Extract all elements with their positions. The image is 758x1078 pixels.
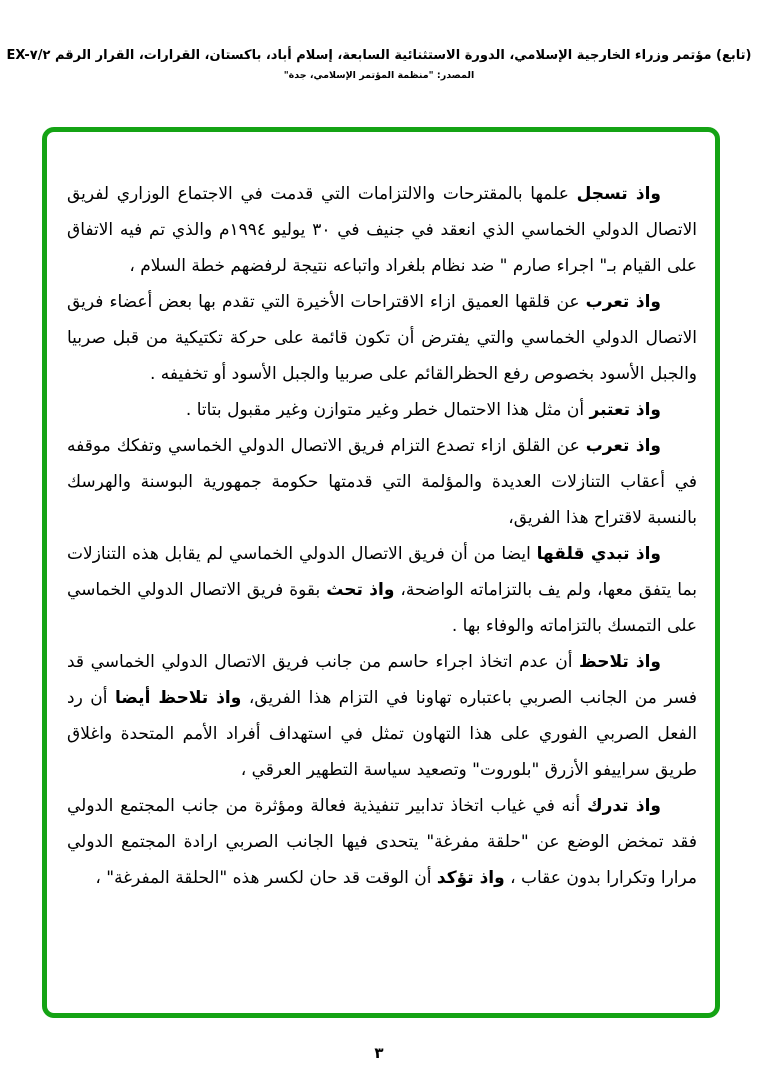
paragraph <box>67 644 697 788</box>
header-title-text: (تابع) مؤتمر وزراء الخارجية الإسلامي، الدورة الاستثنائية السابعة، إسلام أباد، باكستان، القرارات، القرار الرقم <box>50 48 752 63</box>
header-title <box>0 48 758 63</box>
paragraph-text: أن الوقت قد حان لكسر هذه "الحلقة المفرغة" ، <box>95 868 437 888</box>
lead-phrase: واذ تعرب <box>585 436 661 456</box>
content-border-box <box>42 127 720 1018</box>
lead-phrase: واذ تلاحظ <box>579 652 661 672</box>
paragraph-text: عن قلقها العميق ازاء الاقتراحات الأخيرة التي تقدم بها بعض أعضاء فريق الاتصال الدولي الخماسي والتي يفترض أن تكون قائمة على حركة تكتيكية من قبل صربيا والجبل الأسود بخصوص رفع الحظرالقائم على صربيا والجبل الأسود أو تخفيفه . <box>67 292 697 384</box>
document-body <box>67 176 697 896</box>
paragraph <box>67 176 697 284</box>
lead-phrase: واذ تؤكد <box>436 868 505 888</box>
lead-phrase: واذ تعتبر <box>589 400 661 420</box>
lead-phrase: واذ تعرب <box>585 292 661 312</box>
paragraph-text: عن القلق ازاء تصدع التزام فريق الاتصال الدولي الخماسي وتفكك موقفه في أعقاب التنازلات العديدة والمؤلمة التي قدمتها حكومة جمهورية البوسنة والهرسك بالنسبة لاقتراح هذا الفريق، <box>67 436 697 528</box>
paragraph-text: ايضا من أن فريق الاتصال الدولي الخماسي لم يقابل هذه التنازلات بما يتفق معها، ولم يف بالتزاماته الواضحة، <box>67 544 698 600</box>
page-number: ٣ <box>374 1044 384 1062</box>
lead-phrase: واذ تحث <box>326 580 395 600</box>
paragraph-text: أن رد الفعل الصربي الفوري على هذا التهاون تمثل في استهداف أفراد الأمم المتحدة واغلاق طريق سراييفو الأزرق "بلوروت" وتصعيد سياسة التطهير العرقي ، <box>67 688 697 780</box>
paragraph-text: أن عدم اتخاذ اجراء حاسم من جانب فريق الاتصال الدولي الخماسي قد فسر من الجانب الصربي باعتباره تهاونا في التزام هذا الفريق، <box>67 652 698 708</box>
lead-phrase: واذ تلاحظ أيضا <box>115 688 242 708</box>
paragraph <box>67 536 697 644</box>
paragraph <box>67 392 697 428</box>
paragraph-text: أنه في غياب اتخاذ تدابير تنفيذية فعالة ومؤثرة من جانب المجتمع الدولي فقد تمخض الوضع عن "حلقة مفرغة" يتحدى فيها الجانب الصربي ارادة المجتمع الدولي مرارا وتكرارا بدون عقاب ، <box>67 796 697 888</box>
paragraph-text: بقوة فريق الاتصال الدولي الخماسي على التمسك بالتزاماته والوفاء بها . <box>67 580 697 636</box>
lead-phrase: واذ تبدي قلقها <box>536 544 661 564</box>
lead-phrase: واذ تدرك <box>587 796 662 816</box>
paragraph-text: أن مثل هذا الاحتمال خطر وغير متوازن وغير مقبول بتاتا . <box>185 400 590 420</box>
paragraph <box>67 428 697 536</box>
lead-phrase: واذ تسجل <box>576 184 661 204</box>
header-source: المصدر: "منظمة المؤتمر الإسلامي، جدة" <box>283 70 475 81</box>
document-header <box>0 48 758 81</box>
paragraph <box>67 788 697 896</box>
resolution-code: EX-٧/٢ <box>6 48 51 63</box>
paragraph-text: علمها بالمقترحات والالتزامات التي قدمت في الاجتماع الوزاري لفريق الاتصال الدولي الخماسي الذي انعقد في جنيف في ٣٠ يوليو ١٩٩٤م والذي تم فيه الاتفاق على القيام بـ" اجراء صارم " ضد نظام بلغراد واتباعه نتيجة لرفضهم خطة السلام ، <box>67 184 697 276</box>
paragraph <box>67 284 697 392</box>
